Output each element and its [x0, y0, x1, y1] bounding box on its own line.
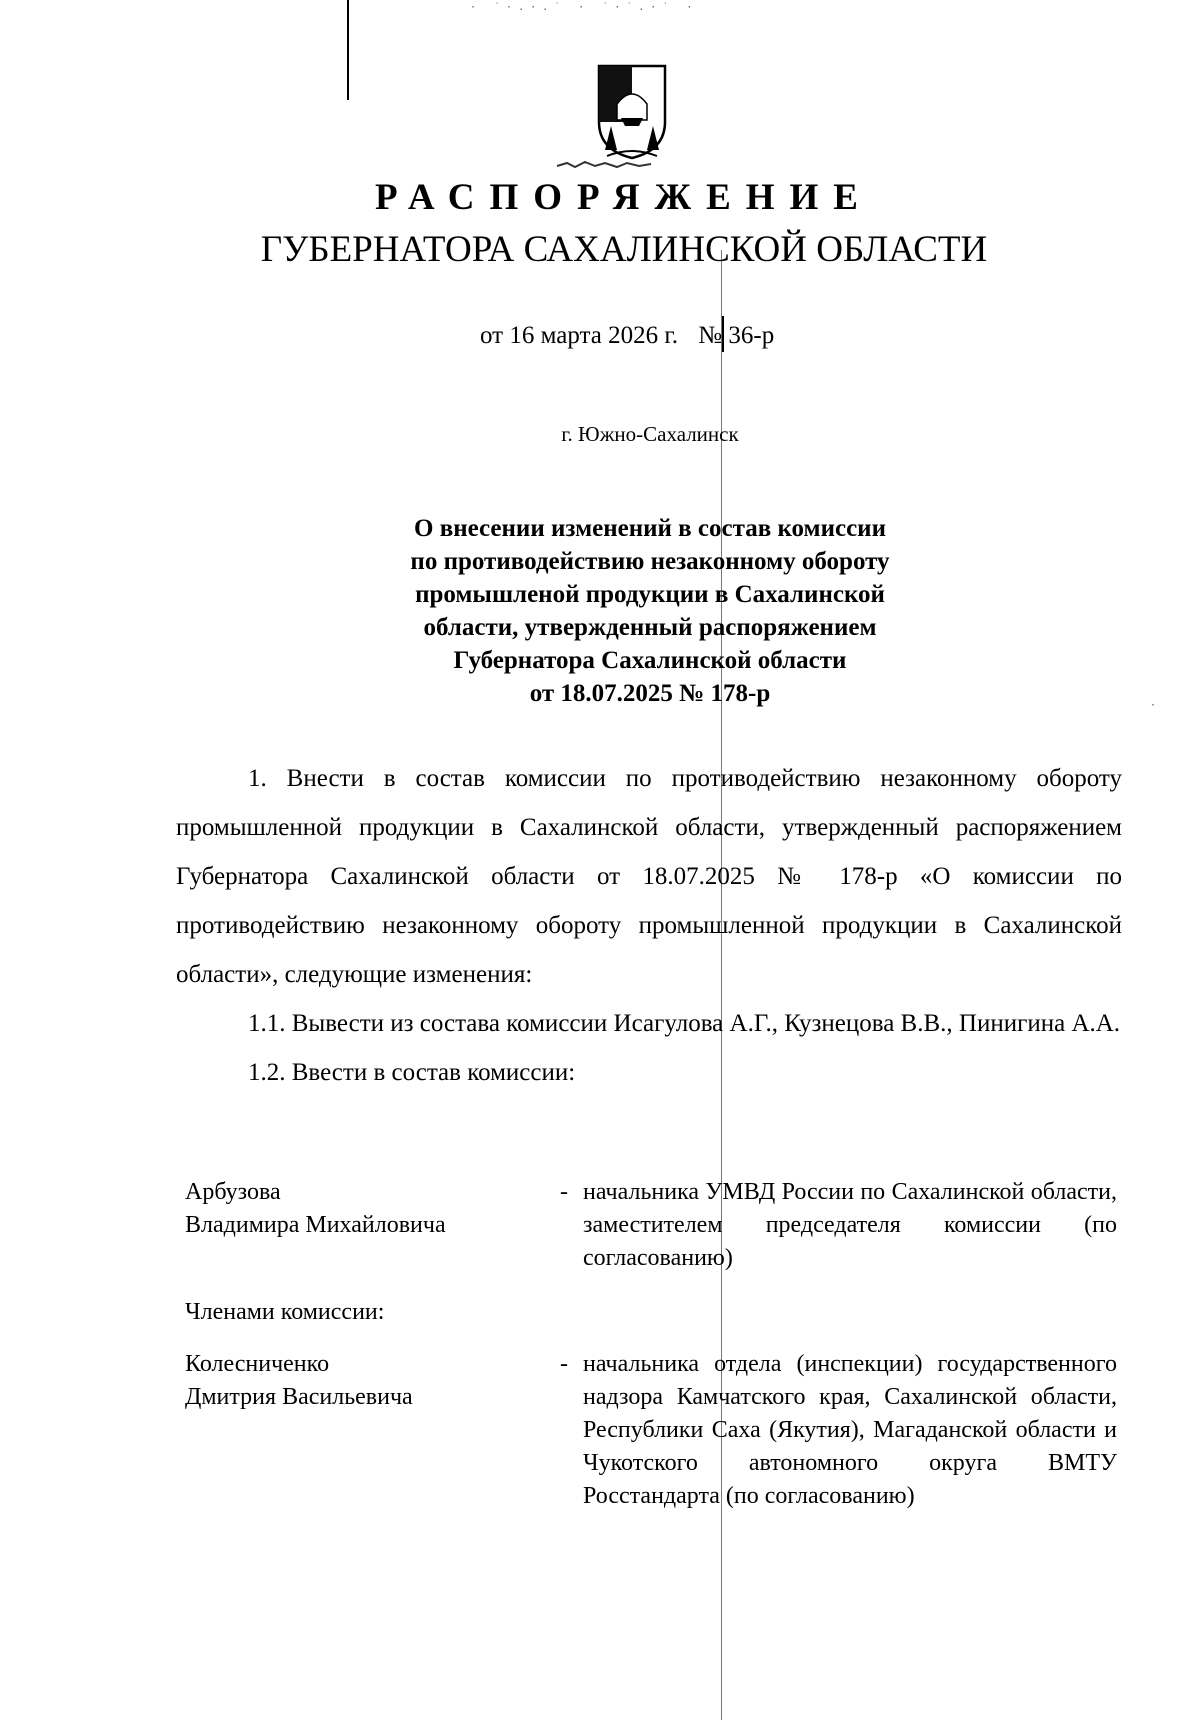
title-line: Губернатора Сахалинской области [453, 647, 847, 674]
title-line: по противодействию незаконному обороту [410, 548, 890, 575]
member-name [185, 1348, 545, 1513]
title-line: области, утвержденный распоряжением [423, 614, 877, 641]
document-type-heading: РАСПОРЯЖЕНИЕ [374, 177, 873, 218]
member-given-names: Владимира Михайловича [185, 1212, 446, 1238]
member-entry [185, 1348, 1117, 1513]
member-dash: - [560, 1179, 568, 1205]
emblem-caption-scan [555, 158, 655, 172]
document-date: от 16 марта 2026 г. [480, 322, 679, 349]
member-position: начальника отдела (инспекции) государственного надзора Камчатского края, Сахалинской области, Республики Саха (Якутия), Магаданской области и Чукотского автономного округа ВМТУ Росстандарта (по согласованию) [583, 1351, 1117, 1509]
document-body [176, 754, 1122, 1097]
scan-noise-right: · [1150, 700, 1163, 711]
document-title [0, 512, 1200, 710]
paragraph-1-1: 1.1. Вывести из состава комиссии Исагулова А.Г., Кузнецова В.В., Пинигина А.А. [248, 1010, 1121, 1037]
member-entry-deputy [185, 1176, 1117, 1275]
document-number: № 36-р [698, 322, 775, 349]
city-of-issue: г. Южно-Сахалинск [561, 422, 739, 446]
authority-heading: ГУБЕРНАТОРА САХАЛИНСКОЙ ОБЛАСТИ [260, 229, 988, 270]
member-position: начальника УМВД России по Сахалинской области, заместителем председателя комиссии (по согласованию) [583, 1179, 1117, 1271]
scan-noise-top: · ˙·.·.˙ · ˙·˙.·˙ · [470, 2, 699, 13]
paragraph-1: 1. Внести в состав комиссии по противодействию незаконному обороту промышленной продукции в Сахалинской области, утвержденный распоряжением Губернатора Сахалинской области от 18.07.2025 № 178-р «О комиссии по противодействию незаконному обороту промышленной продукции в Сахалинской области», следующие изменения: [176, 765, 1122, 988]
paragraph-1-2: 1.2. Ввести в состав комиссии: [248, 1059, 576, 1086]
coat-of-arms-emblem [597, 64, 667, 160]
member-dash: - [560, 1351, 568, 1377]
member-given-names: Дмитрия Васильевича [185, 1384, 413, 1410]
member-surname: Арбузова [185, 1179, 281, 1205]
scan-vertical-line-left [347, 0, 349, 100]
title-line: промышленой продукции в Сахалинской [415, 581, 885, 608]
member-surname: Колесниченко [185, 1351, 330, 1377]
title-line: от 18.07.2025 № 178-р [529, 680, 771, 707]
date-number-line [480, 322, 774, 350]
title-line: О внесении изменений в состав комиссии [414, 515, 886, 542]
member-name [185, 1176, 545, 1275]
members-heading: Членами комиссии: [185, 1299, 385, 1325]
